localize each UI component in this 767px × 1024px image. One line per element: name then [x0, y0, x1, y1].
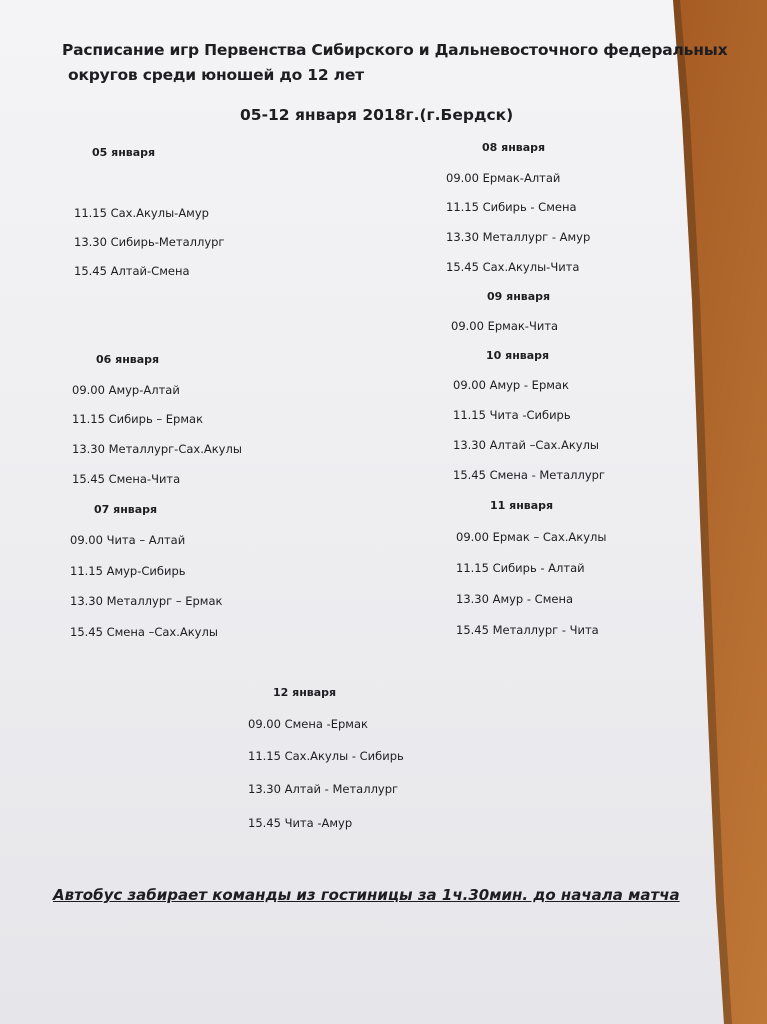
game-row: 11.15 Амур-Сибирь: [70, 564, 186, 578]
day-heading: 11 января: [490, 499, 554, 512]
day-heading: 10 января: [486, 349, 550, 362]
game-row: 11.15 Сибирь - Алтай: [456, 561, 585, 575]
game-row: 15.45 Смена-Чита: [72, 472, 181, 486]
game-row: 09.00 Ермак-Чита: [451, 319, 559, 333]
game-row: 09.00 Чита – Алтай: [70, 533, 186, 547]
footer-note: Автобус забирает команды из гостиницы за 1ч.30мин. до начала матча: [53, 886, 680, 904]
game-row: 11.15 Сибирь – Ермак: [72, 412, 204, 426]
game-row: 09.00 Ермак – Сах.Акулы: [456, 530, 607, 544]
day-heading: 08 января: [482, 141, 546, 154]
game-row: 13.30 Амур - Смена: [456, 592, 574, 606]
game-row: 13.30 Металлург - Амур: [446, 230, 591, 244]
game-row: 15.45 Металлург - Чита: [456, 623, 599, 637]
game-row: 11.15 Чита -Сибирь: [453, 408, 571, 422]
game-row: 13.30 Алтай –Сах.Акулы: [453, 438, 600, 452]
game-row: 13.30 Металлург – Ермак: [70, 594, 223, 608]
game-row: 15.45 Сах.Акулы-Чита: [446, 260, 580, 274]
day-heading: 09 января: [487, 290, 551, 303]
game-row: 13.30 Металлург-Сах.Акулы: [72, 442, 242, 456]
game-row: 13.30 Алтай - Металлург: [248, 782, 399, 796]
game-row: 09.00 Ермак-Алтай: [446, 171, 561, 185]
game-row: 15.45 Чита -Амур: [248, 816, 353, 830]
game-row: 09.00 Амур-Алтай: [72, 383, 180, 397]
game-row: 15.45 Алтай-Смена: [74, 264, 190, 278]
title-line-1: Расписание игр Первенства Сибирского и Дальневосточного федеральных: [62, 41, 728, 59]
game-row: 09.00 Амур - Ермак: [453, 378, 569, 392]
day-heading: 07 января: [94, 503, 158, 516]
game-row: 11.15 Сах.Акулы-Амур: [74, 206, 209, 220]
game-row: 15.45 Смена - Металлург: [453, 468, 605, 482]
title-line-2: округов среди юношей до 12 лет: [68, 66, 364, 84]
game-row: 11.15 Сибирь - Смена: [446, 200, 577, 214]
day-heading: 05 января: [92, 146, 156, 159]
game-row: 11.15 Сах.Акулы - Сибирь: [248, 749, 404, 763]
game-row: 13.30 Сибирь-Металлург: [74, 235, 225, 249]
day-heading: 12 января: [273, 686, 337, 699]
game-row: 15.45 Смена –Сах.Акулы: [70, 625, 218, 639]
day-heading: 06 января: [96, 353, 160, 366]
dates-place: 05-12 января 2018г.(г.Бердск): [240, 106, 514, 124]
game-row: 09.00 Смена -Ермак: [248, 717, 368, 731]
